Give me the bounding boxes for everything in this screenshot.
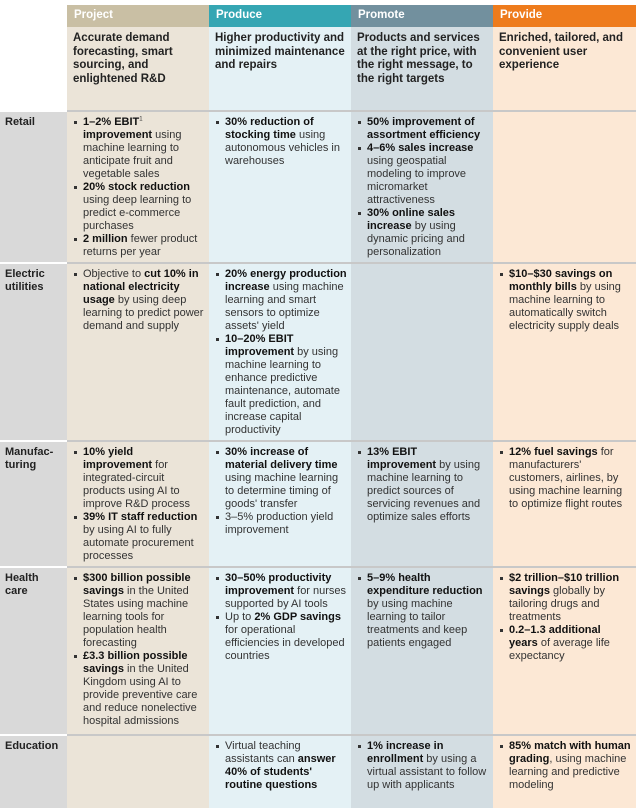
bold-text: 30% increase of material delivery time — [225, 446, 338, 471]
body-text: using deep learning to predict e-commerce purchases — [83, 194, 192, 232]
body-text: Virtual teaching assistants can — [225, 740, 301, 765]
list-item — [215, 572, 347, 611]
table-cell — [351, 566, 493, 734]
table-cell — [351, 734, 493, 808]
body-text: , using machine learning and predictive modeling — [509, 753, 627, 791]
bold-text: 1% increase in enrollment — [367, 740, 444, 765]
list-item — [73, 233, 205, 259]
bullet-list — [499, 268, 632, 333]
table-cell — [351, 440, 493, 566]
row-label: Education — [0, 734, 67, 808]
table-cell — [209, 734, 351, 808]
bold-text: 30% online sales increase — [367, 207, 456, 232]
list-item — [215, 511, 347, 537]
corner-blank-2 — [0, 27, 67, 110]
table-cell — [67, 566, 209, 734]
bullet-list — [357, 446, 489, 524]
bold-text: $10–$30 savings on monthly bills — [509, 268, 613, 293]
table-cell — [493, 734, 636, 808]
table-cell — [67, 440, 209, 566]
list-item — [499, 446, 632, 511]
row-label: Retail — [0, 110, 67, 262]
bold-text: 20% stock reduction — [83, 181, 190, 193]
column-subheader: Products and services at the right price, with the right message, to the right targets — [351, 27, 493, 110]
bullet-list — [73, 572, 205, 728]
column-subheader: Accurate demand forecasting, smart sourcing, and enlightened R&D — [67, 27, 209, 110]
table-cell — [351, 262, 493, 440]
table-cell — [67, 734, 209, 808]
row-label: Health care — [0, 566, 67, 734]
body-text: for manufacturers' customers, airlines, by using machine learning to optimize flight routes — [509, 446, 623, 510]
list-item — [357, 740, 489, 792]
list-item — [73, 446, 205, 511]
list-item — [73, 650, 205, 728]
body-text: by using machine learning to predict sources of servicing revenues and optimize sales efforts — [367, 459, 481, 523]
bullet-list — [215, 116, 347, 168]
list-item — [357, 207, 489, 259]
list-item — [215, 740, 347, 792]
column-header-promote: Promote — [351, 5, 493, 27]
body-text: using machine learning to anticipate fruit and vegetable sales — [83, 129, 182, 180]
bullet-list — [73, 116, 205, 259]
bold-text: 2 million — [83, 233, 128, 245]
bullet-list — [215, 446, 347, 537]
list-item — [499, 740, 632, 792]
list-item — [499, 572, 632, 624]
column-header-provide: Provide — [493, 5, 636, 27]
bold-text: 20% energy production increase — [225, 268, 347, 293]
body-text: Up to — [225, 611, 255, 623]
list-item — [215, 268, 347, 333]
table-cell — [209, 440, 351, 566]
body-text: using machine learning to determine timing of goods' transfer — [225, 472, 339, 510]
body-text: by using machine learning to automatically switch electricity supply deals — [509, 281, 621, 332]
bold-text: £3.3 billion possible savings — [83, 650, 188, 675]
list-item — [73, 511, 205, 563]
list-item — [357, 446, 489, 524]
body-text: by using machine learning to tailor treatments and keep patients engaged — [367, 598, 468, 649]
bold-text: 39% IT staff reduction — [83, 511, 198, 523]
bullet-list — [357, 740, 489, 792]
bullet-list — [357, 572, 489, 650]
bold-text: 13% EBIT improvement — [367, 446, 437, 471]
table-cell — [67, 110, 209, 262]
bullet-list — [499, 572, 632, 663]
bullet-list — [499, 446, 632, 511]
list-item — [73, 116, 205, 181]
column-header-produce: Produce — [209, 5, 351, 27]
column-subheader: Higher productivity and minimized maintenance and repairs — [209, 27, 351, 110]
bold-text: 10–20% EBIT improvement — [225, 333, 295, 358]
list-item — [357, 116, 489, 142]
column-header-project: Project — [67, 5, 209, 27]
list-item — [73, 572, 205, 650]
bullet-list — [499, 740, 632, 792]
bold-text: 30–50% productivity improvement — [225, 572, 332, 597]
bullet-list — [215, 572, 347, 663]
bold-text: 85% match with human grading — [509, 740, 631, 765]
bold-text: 0.2–1.3 additional years — [509, 624, 601, 649]
table-cell — [351, 110, 493, 262]
column-subheader: Enriched, tailored, and convenient user experience — [493, 27, 636, 110]
row-label: Manufac-turing — [0, 440, 67, 566]
list-item — [215, 116, 347, 168]
corner-blank — [0, 5, 67, 27]
body-text: for integrated-circuit products using AI to improve R&D process — [83, 459, 190, 510]
bold-text: 50% improvement of assortment efficiency — [367, 116, 481, 141]
table-cell — [209, 110, 351, 262]
body-text: fewer product returns per year — [83, 233, 198, 258]
bullet-list — [73, 268, 205, 333]
table-cell — [209, 262, 351, 440]
bullet-list — [357, 116, 489, 259]
body-text: in the United Kingdom using AI to provide preventive care and reduce nonelective hospital admissions — [83, 663, 198, 727]
body-text: by using machine learning to enhance predictive maintenance, automate fault prediction, and increase capital productivity — [225, 346, 340, 436]
body-text: for operational efficiencies in developed countries — [225, 624, 345, 662]
bold-text: 2% GDP savings — [254, 611, 341, 623]
list-item — [73, 268, 205, 333]
body-text: by using a virtual assistant to follow up with applicants — [367, 753, 487, 791]
body-text: of average life expectancy — [509, 637, 610, 662]
list-item — [499, 268, 632, 333]
list-item — [215, 611, 347, 663]
bold-text: 12% fuel savings — [509, 446, 598, 458]
table-cell — [493, 262, 636, 440]
body-text: 3–5% production yield improvement — [225, 511, 334, 536]
bold-text: 4–6% sales increase — [367, 142, 474, 154]
table-cell — [493, 110, 636, 262]
list-item — [357, 142, 489, 207]
bullet-list — [215, 268, 347, 437]
body-text: using machine learning and smart sensors to optimize assets' yield — [225, 281, 344, 332]
bold-text: 5–9% health expenditure reduction — [367, 572, 483, 597]
body-text: globally by tailoring drugs and treatments — [509, 585, 606, 623]
bold-text: 30% reduction of stocking time — [225, 116, 314, 141]
bullet-list — [215, 740, 347, 792]
body-text: using geospatial modeling to improve micromarket attractiveness — [367, 155, 467, 206]
list-item — [73, 181, 205, 233]
body-text: by using AI to fully automate procurement processes — [83, 524, 194, 562]
bold-text: improvement — [83, 129, 153, 141]
row-label: Electric utilities — [0, 262, 67, 440]
bold-text: 1–2% EBIT — [83, 116, 140, 128]
list-item — [215, 446, 347, 511]
table-cell — [67, 262, 209, 440]
table-cell — [209, 566, 351, 734]
ai-use-case-table — [0, 5, 638, 808]
body-text: Objective to — [83, 268, 145, 280]
bold-text: $2 trillion–$10 trillion savings — [509, 572, 620, 597]
list-item — [357, 572, 489, 650]
body-text: by using dynamic pricing and personalization — [367, 220, 465, 258]
footnote-marker: 1 — [139, 116, 143, 123]
list-item — [215, 333, 347, 437]
body-text: by using deep learning to predict power demand and supply — [83, 294, 204, 332]
body-text: using autonomous vehicles in warehouses — [225, 129, 340, 167]
bold-text: 10% yield improvement — [83, 446, 153, 471]
table-cell — [493, 440, 636, 566]
bold-text: answer 40% of students' routine questions — [225, 753, 336, 791]
body-text: for nurses supported by AI tools — [225, 585, 347, 610]
table-cell — [493, 566, 636, 734]
bold-text: $300 billion possible savings — [83, 572, 191, 597]
list-item — [499, 624, 632, 663]
body-text: in the United States using machine learning tools for population health forecasting — [83, 585, 189, 649]
bullet-list — [73, 446, 205, 563]
bold-text: cut 10% in national electricity usage — [83, 268, 199, 306]
